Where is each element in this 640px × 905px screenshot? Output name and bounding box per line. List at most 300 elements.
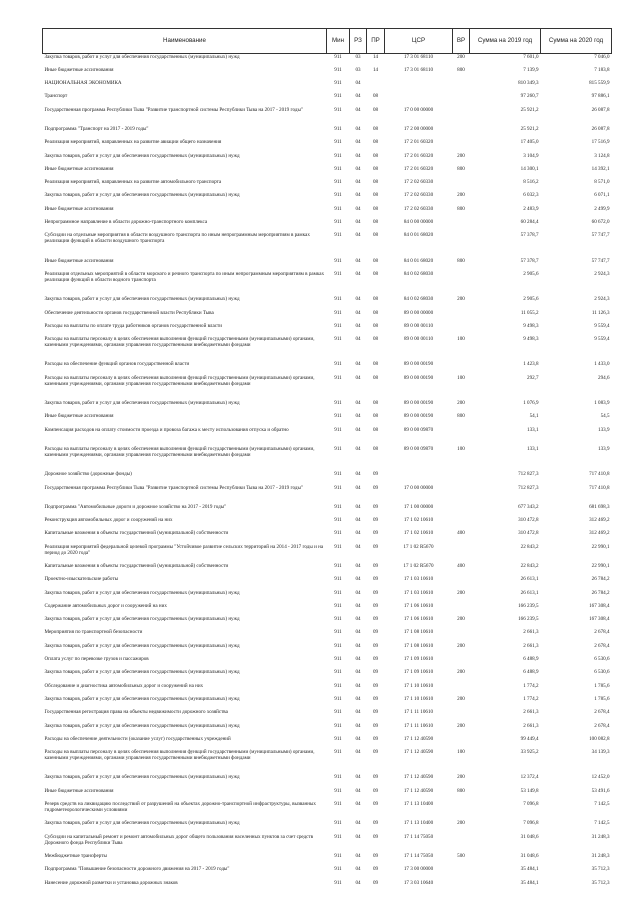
row-vr: 200 [457,774,465,781]
row-sum-2020: 7 142,5 [594,801,610,808]
row-name: Расходы на обеспечение деятельности (оказание услуг) государственных учреждений [44,735,231,742]
row-rz: 04 [355,866,361,873]
row-min: 911 [334,106,342,113]
row-name: Подпрограмма "Автомобильные дороги и дорожное хозяйство на 2017 - 2019 годы" [44,503,227,510]
row-pr: 08 [372,445,379,452]
table-row [43,126,612,139]
row-vr [453,576,470,589]
header-pr: ПР [367,29,385,54]
row-csr: 17 1 11 10610 [403,709,434,716]
row-rz: 04 [355,471,361,478]
row-sum-2019: 7 096,8 [523,801,539,808]
row-name: Закупка товаров, работ и услуг для обеспечения государственных (муниципальных) нужд [44,642,240,649]
row-min: 911 [334,54,342,60]
row-name: Транспорт [44,93,68,100]
row-min: 911 [334,205,342,212]
row-pr: 09 [372,530,379,537]
row-name: Расходы на выплаты персоналу в целях обеспечения выполнения функций государственными (муниципальными) органами, казенными учреждениями, органами управления государственными внебюджетными фондами [44,749,315,762]
row-sum-2020: 60 672,0 [591,219,610,226]
row-pr: 09 [372,801,379,808]
row-sum-2019: 11 055,2 [520,309,539,316]
row-sum-2020: 167 308,4 [589,616,610,623]
table-row [43,504,612,517]
row-pr: 09 [372,576,379,583]
row-name: Проектно-изыскательские работы [44,576,119,583]
row-sum-2019: 35 484,1 [520,866,539,873]
row-min: 911 [334,93,342,100]
row-sum-2020: 1 433,0 [594,361,610,368]
row-csr: 17 2 01 60320 [403,165,434,172]
row-sum-2020: 815 559,9 [589,80,610,87]
row-pr: 08 [372,232,379,239]
row-rz: 04 [355,879,361,886]
row-rz: 04 [355,517,361,524]
row-name: Реконструкция автомобильных дорог и сооружений на них [44,517,173,524]
table-row [43,153,612,166]
row-vr: 200 [457,669,465,676]
row-name: Государственная регистрация права на объекты недвижимости дорожного хозяйства [44,709,228,716]
row-rz: 04 [355,503,361,510]
row-csr: 17 2 02 60330 [403,192,434,199]
row-pr: 14 [372,54,379,60]
row-sum-2020: 53 491,6 [591,787,610,794]
row-csr: 17 1 08 10610 [403,629,434,636]
row-sum-2019: 99 449,4 [520,735,539,742]
row-sum-2019: 810 349,3 [518,80,539,87]
row-sum-2020: 12 452,0 [591,774,610,781]
row-min: 911 [334,722,342,729]
row-sum-2020: 312 469,2 [589,517,610,524]
row-sum-2020: 7 183,8 [594,66,610,73]
table-row [43,643,612,656]
row-sum-2020: 1 785,6 [594,695,610,702]
row-csr: 17 1 09 10610 [403,656,434,663]
row-vr [453,801,470,820]
row-min: 911 [334,426,342,433]
row-pr: 09 [372,589,379,596]
row-rz: 03 [355,66,361,73]
row-rz: 04 [355,669,361,676]
row-vr: 800 [457,257,465,264]
row-vr: 200 [457,589,465,596]
table-row [43,80,612,93]
table-row [43,192,612,205]
row-rz: 04 [355,106,361,113]
row-min: 911 [334,484,342,491]
row-pr: 09 [372,642,379,649]
row-csr: 17 1 02 R5670 [403,563,434,569]
row-pr: 09 [372,774,379,781]
table-row [43,166,612,179]
header-name: Наименование [43,29,327,54]
row-sum-2019: 54,1 [529,413,539,420]
row-min: 911 [334,616,342,623]
row-name: Оплата услуг по перевозке грузов и пассажиров [44,656,149,663]
row-vr [453,139,470,152]
header-csr: ЦСР [385,29,453,54]
row-sum-2020: 133,9 [598,426,610,433]
row-sum-2019: 2 661,3 [523,642,539,649]
row-min: 911 [334,179,342,186]
row-csr: 84 0 02 68030 [403,270,434,277]
row-sum-2019: 310 472,8 [518,530,539,537]
row-csr: 17 1 13 10400 [403,801,434,808]
row-name: Иные бюджетные ассигнования [44,787,114,794]
table-row [43,446,612,471]
row-sum-2020: 97 886,1 [591,93,610,100]
row-pr: 09 [372,543,379,550]
row-sum-2020: 22 990,1 [591,563,610,569]
row-vr [453,517,470,530]
row-min: 911 [334,852,342,859]
row-rz: 04 [355,563,361,569]
row-pr: 08 [372,270,379,277]
table-row [43,853,612,866]
row-pr: 08 [372,309,379,316]
row-vr: 100 [457,374,465,381]
row-rz: 04 [355,426,361,433]
row-sum-2020: 6 071,1 [594,192,610,199]
row-vr: 800 [457,165,465,172]
row-sum-2019: 22 843,2 [520,543,539,550]
row-csr: 17 1 02 10610 [403,517,434,524]
row-min: 911 [334,576,342,583]
row-min: 911 [334,749,342,756]
row-pr: 09 [372,749,379,756]
row-sum-2020: 35 712,3 [591,866,610,873]
row-csr [385,471,453,484]
row-vr [453,427,470,446]
row-csr: 17 1 10 10610 [403,682,434,689]
row-pr: 09 [372,787,379,794]
row-name: Закупка товаров, работ и услуг для обеспечения государственных (муниципальных) нужд [44,400,240,407]
row-sum-2019: 166 239,5 [518,616,539,623]
row-sum-2019: 2 661,3 [523,629,539,636]
row-pr: 08 [372,361,379,368]
row-name: Расходы на выплаты по оплате труда работников органов государственной власти [44,322,222,329]
row-sum-2020: 8 571,0 [594,179,610,186]
row-csr: 84 0 00 00000 [403,219,434,226]
table-row [43,723,612,736]
row-min: 911 [334,374,342,381]
row-rz: 04 [355,709,361,716]
row-vr: 200 [457,400,465,407]
row-sum-2020: 2 924,3 [594,296,610,303]
row-pr: 08 [372,400,379,407]
row-rz: 04 [355,336,361,343]
row-name: Закупка товаров, работ и услуг для обеспечения государственных (муниципальных) нужд [44,152,240,159]
row-name: Нанесение дорожной разметки и установка дорожных знаков [44,879,178,886]
row-rz: 04 [355,179,361,186]
table-row [43,709,612,722]
row-csr: 84 0 01 68020 [403,257,434,264]
row-sum-2019: 53 149,8 [520,787,539,794]
row-csr: 17 1 12 40590 [403,787,434,794]
row-name: Закупка товаров, работ и услуг для обеспечения государственных (муниципальных) нужд [44,192,240,199]
row-sum-2020: 2 924,3 [594,270,610,277]
row-min: 911 [334,400,342,407]
row-vr: 200 [457,820,465,827]
row-csr: 17 0 00 00000 [403,106,434,113]
row-min: 911 [334,471,342,478]
row-csr: 89 0 00 00000 [403,309,434,316]
row-name: Капитальные вложения в объекты государственной (муниципальной) собственности [44,563,229,569]
row-sum-2020: 2 678,4 [594,629,610,636]
table-row [43,139,612,152]
row-sum-2019: 9 498,3 [523,336,539,343]
row-rz: 04 [355,616,361,623]
row-name: Закупка товаров, работ и услуг для обеспечения государственных (муниципальных) нужд [44,774,240,781]
row-sum-2020: 26 087,8 [591,106,610,113]
row-sum-2019: 9 498,3 [523,322,539,329]
table-row [43,801,612,820]
row-rz: 04 [355,219,361,226]
header-sum-2019: Сумма на 2019 год [470,29,541,54]
row-sum-2019: 292,7 [527,374,539,381]
row-csr: 17 1 02 R5670 [403,543,434,550]
table-row [43,336,612,361]
row-rz: 04 [355,257,361,264]
table-row [43,880,612,893]
row-name: НАЦИОНАЛЬНАЯ ЭКОНОМИКА [44,80,122,87]
row-rz: 04 [355,682,361,689]
row-name: Закупка товаров, работ и услуг для обеспечения государственных (муниципальных) нужд [44,54,240,60]
row-sum-2020: 2 678,4 [594,709,610,716]
row-pr: 08 [372,257,379,264]
row-sum-2019: 6 032,3 [523,192,539,199]
row-csr: 89 0 00 00190 [403,374,434,381]
header-sum-2020: Сумма на 2020 год [541,29,612,54]
row-vr [453,219,470,232]
row-sum-2020: 133,9 [598,445,610,452]
row-sum-2020: 7 046,0 [594,54,610,60]
table-row [43,616,612,629]
row-pr: 09 [372,833,379,840]
row-min: 911 [334,735,342,742]
row-rz: 04 [355,309,361,316]
row-pr: 09 [372,629,379,636]
row-sum-2020: 31 248,3 [591,852,610,859]
row-vr [453,866,470,879]
row-sum-2019: 7 139,9 [523,66,539,73]
row-name: Закупка товаров, работ и услуг для обеспечения государственных (муниципальных) нужд [44,669,240,676]
row-sum-2020: 26 784,2 [591,576,610,583]
table-row [43,590,612,603]
row-csr: 17 3 01 68110 [403,54,434,60]
table-row [43,375,612,400]
row-vr [453,126,470,139]
row-min: 911 [334,232,342,239]
row-csr: 17 1 12 40590 [403,774,434,781]
row-rz: 04 [355,165,361,172]
row-pr: 09 [372,656,379,663]
row-csr: 17 1 03 10610 [403,576,434,583]
row-sum-2019: 17 405,0 [520,139,539,146]
row-min: 911 [334,270,342,277]
row-name: Закупка товаров, работ и услуг для обеспечения государственных (муниципальных) нужд [44,589,240,596]
row-sum-2020: 717 410,8 [589,471,610,478]
row-sum-2020: 312 469,2 [589,530,610,537]
row-sum-2019: 2 905,6 [523,270,539,277]
row-sum-2019: 57 378,7 [520,257,539,264]
row-name: Реализация мероприятий, направленных на развитие авиации общего назначения [44,139,222,146]
row-csr: 17 0 00 00000 [403,484,434,491]
row-pr: 09 [372,852,379,859]
row-vr [453,504,470,517]
row-csr: 17 1 02 10610 [403,530,434,537]
table-row [43,361,612,374]
row-min: 911 [334,669,342,676]
row-vr [453,93,470,106]
row-min: 911 [334,413,342,420]
row-min: 911 [334,80,342,87]
row-name: Закупка товаров, работ и услуг для обеспечения государственных (муниципальных) нужд [44,296,240,303]
row-csr: 17 2 02 60330 [403,205,434,212]
row-name: Государственная программа Республики Тыва "Развитие транспортной системы Республики Тыва на 2017 - 2019 годы" [44,106,303,113]
row-pr: 08 [372,125,379,132]
row-rz: 04 [355,270,361,277]
row-name: Содержание автомобильных дорог и сооружений на них [44,602,167,609]
row-pr: 08 [372,106,379,113]
row-pr: 08 [372,374,379,381]
row-name: Межбюджетные трансферты [44,852,107,859]
table-row [43,232,612,257]
row-rz: 04 [355,774,361,781]
row-vr [453,834,470,853]
row-sum-2020: 26 087,8 [591,125,610,132]
row-rz: 04 [355,296,361,303]
budget-sheet [42,28,611,893]
row-csr: 17 1 08 10610 [403,642,434,649]
row-pr: 08 [372,165,379,172]
table-row [43,54,612,67]
table-row [43,788,612,801]
table-header-row [43,29,612,54]
row-vr [453,880,470,893]
row-rz: 04 [355,787,361,794]
row-sum-2020: 57 747,7 [591,232,610,239]
row-min: 911 [334,219,342,226]
row-name: Иные бюджетные ассигнования [44,413,114,420]
row-sum-2019: 133,1 [527,426,539,433]
row-sum-2020: 2 678,4 [594,642,610,649]
row-sum-2019: 677 343,2 [518,503,539,510]
row-pr: 08 [372,179,379,186]
row-sum-2019: 97 260,7 [520,93,539,100]
row-vr: 200 [457,616,465,623]
header-rz: РЗ [350,29,367,54]
row-rz: 04 [355,322,361,329]
row-rz: 04 [355,722,361,729]
row-pr: 09 [372,484,379,491]
row-vr [453,80,470,93]
row-pr: 09 [372,709,379,716]
table-row [43,656,612,669]
row-vr [453,656,470,669]
table-row [43,413,612,426]
row-pr: 08 [372,93,379,100]
row-name: Иные бюджетные ассигнования [44,257,114,264]
row-vr: 200 [457,54,465,60]
table-row [43,323,612,336]
row-pr: 08 [372,336,379,343]
row-vr [453,709,470,722]
row-csr: 17 3 00 00000 [403,866,434,873]
row-sum-2019: 8 516,2 [523,179,539,186]
row-csr: 89 0 00 00190 [403,400,434,407]
row-pr: 09 [372,682,379,689]
row-csr: 89 0 00 09870 [403,445,434,452]
table-row [43,683,612,696]
row-csr: 17 1 12 40590 [403,749,434,756]
row-rz: 04 [355,361,361,368]
row-sum-2019: 7 096,8 [523,820,539,827]
table-row [43,563,612,576]
row-name: Мероприятия по транспортной безопасности [44,629,143,636]
row-sum-2019: 166 239,5 [518,602,539,609]
row-min: 911 [334,709,342,716]
row-sum-2019: 133,1 [527,445,539,452]
row-csr: 89 0 00 09870 [403,426,434,433]
row-csr: 84 0 02 68030 [403,296,434,303]
row-sum-2020: 9 559,4 [594,322,610,329]
row-min: 911 [334,642,342,649]
row-name: Государственная программа Республики Тыва "Развитие транспортной системы Республики Тыва на 2017 - 2019 годы" [44,484,303,491]
row-rz: 04 [355,801,361,808]
row-name: Обследование и диагностика автомобильных дорог и сооружений на них [44,682,204,689]
row-sum-2019: 31 048,6 [520,852,539,859]
row-vr: 800 [457,66,465,73]
table-row [43,517,612,530]
row-rz: 04 [355,374,361,381]
row-min: 911 [334,530,342,537]
row-csr: 89 0 00 00190 [403,413,434,420]
table-row [43,67,612,80]
row-csr: 89 0 00 00190 [403,361,434,368]
row-rz: 04 [355,833,361,840]
row-name: Субсидии на отдельные мероприятия в области воздушного транспорта по иным непрограммным мероприятиям в рамках реализации функций в области воздушного транспорта [44,232,310,245]
row-name: Закупка товаров, работ и услуг для обеспечения государственных (муниципальных) нужд [44,820,240,827]
row-sum-2019: 1 076,9 [523,400,539,407]
row-pr: 08 [372,139,379,146]
row-sum-2020: 2 499,9 [594,205,610,212]
table-row [43,834,612,853]
row-sum-2020: 294,6 [598,374,610,381]
row-name: Иные бюджетные ассигнования [44,205,114,212]
row-pr: 09 [372,722,379,729]
row-pr: 09 [372,517,379,524]
row-sum-2020: 22 990,1 [591,543,610,550]
row-sum-2019: 3 104,9 [523,152,539,159]
row-sum-2020: 26 784,2 [591,589,610,596]
row-name: Расходы на обеспечение функций органов государственной власти [44,361,190,368]
row-name: Иные бюджетные ассигнования [44,66,114,73]
table-row [43,93,612,106]
row-min: 911 [334,563,342,569]
table-row [43,296,612,309]
row-min: 911 [334,602,342,609]
table-row [43,310,612,323]
row-min: 911 [334,445,342,452]
row-csr [385,93,453,106]
row-rz: 04 [355,125,361,132]
row-pr: 09 [372,471,379,478]
table-row [43,629,612,642]
row-rz: 04 [355,232,361,239]
row-pr: 09 [372,879,379,886]
table-row [43,866,612,879]
row-vr [453,471,470,484]
